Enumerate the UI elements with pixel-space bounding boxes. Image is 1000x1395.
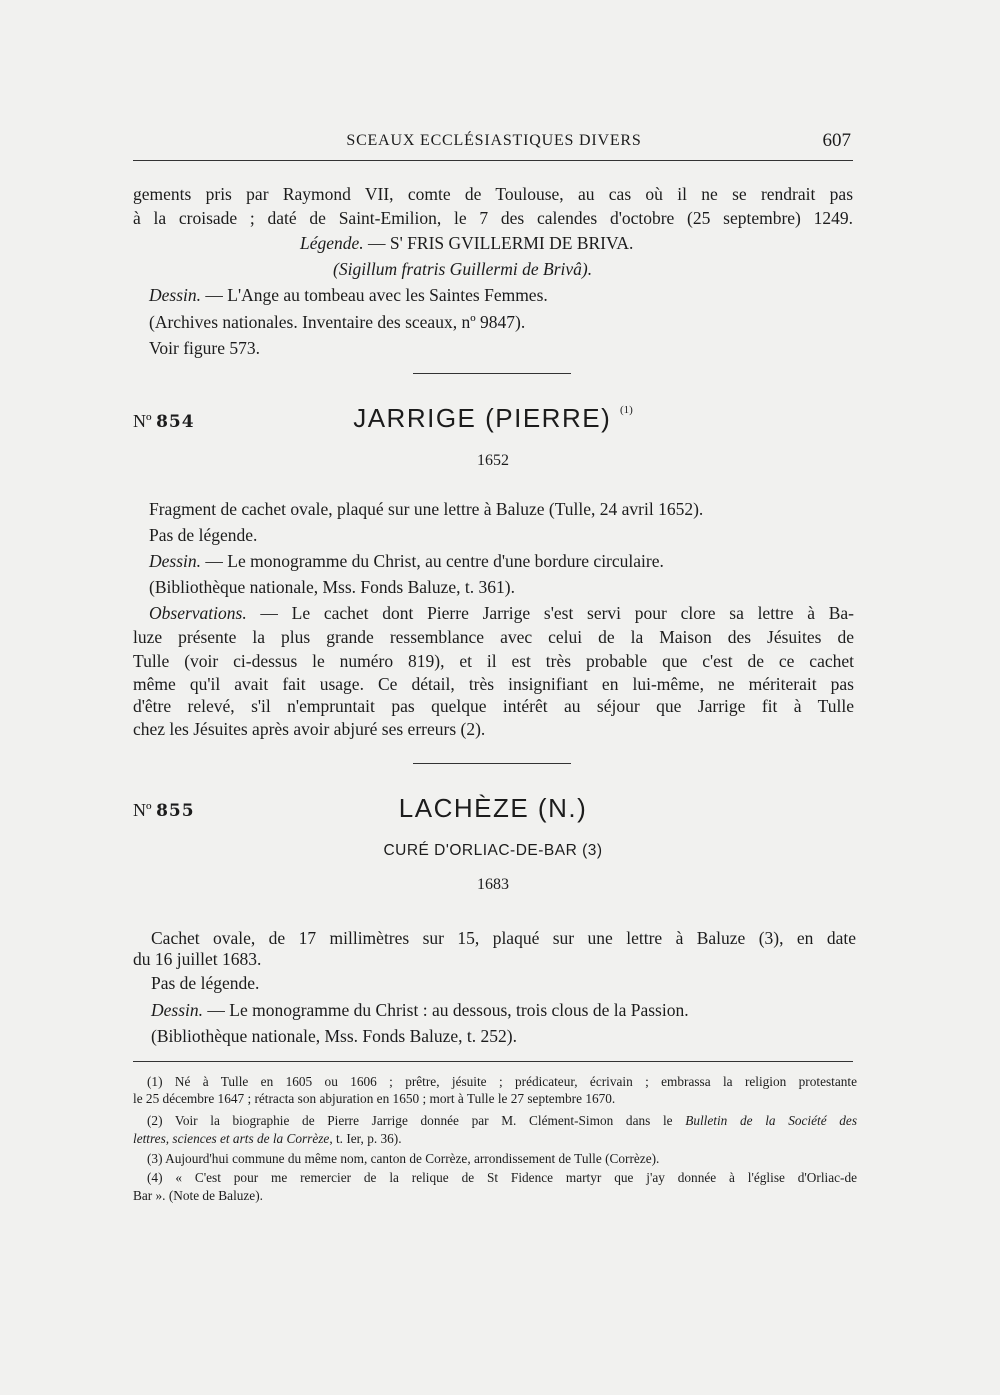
entry-year: 1652	[477, 452, 509, 469]
dessin-text: — Le monogramme du Christ, au centre d'une bordure circulaire.	[201, 551, 664, 571]
entry-source: (Bibliothèque nationale, Mss. Fonds Baluze, t. 252).	[151, 1026, 517, 1046]
carryover-legend	[300, 230, 633, 256]
entry-subtitle: CURÉ D'ORLIAC-DE-BAR (3)	[383, 842, 603, 859]
description-line: Pas de légende.	[151, 973, 260, 993]
observations-line: chez les Jésuites après avoir abjuré ses erreurs (2).	[133, 719, 486, 739]
running-title: SCEAUX ECCLÉSIASTIQUES DIVERS	[346, 132, 642, 149]
footnote-4-cont: Bar ». (Note de Baluze).	[133, 1188, 263, 1203]
observations-line: d'être relevé, s'il n'empruntait pas quelque intérêt au séjour que Jarrige fit à Tulle	[133, 696, 854, 716]
observations-first-line	[149, 600, 854, 626]
legend-text: — S' FRIS GVILLERMI DE BRIVA.	[363, 233, 634, 253]
footnote-4: (4) « C'est pour me remercier de la relique de St Fidence martyr que j'ay donnée à l'église d'Orliac-de	[147, 1170, 857, 1185]
observations-line: Tulle (voir ci-dessus le numéro 819), et il est très probable que c'est de ce cachet	[133, 651, 854, 671]
entry-year: 1683	[477, 876, 509, 893]
observations-line: luze présente la plus grande ressemblance avec celui de la Maison des Jésuites de	[133, 627, 854, 647]
footnote-2-text: (2) Voir la biographie de Pierre Jarrige donnée par M. Clément-Simon dans le	[147, 1113, 686, 1128]
observations-text: — Le cachet dont Pierre Jarrige s'est servi pour clore sa lettre à Ba-	[246, 603, 854, 623]
observations-line: même qu'il avait fait usage. Ce détail, très insignifiant en lui-même, ne mériterait pas	[133, 674, 854, 694]
carryover-dessin	[149, 282, 548, 308]
legend-translation: (Sigillum fratris Guillermi de Brivâ).	[333, 259, 593, 279]
footnote-2	[147, 1111, 857, 1130]
dessin-text: — Le monogramme du Christ : au dessous, trois clous de la Passion.	[203, 1000, 689, 1020]
entry-title-text: JARRIGE (PIERRE)	[353, 403, 612, 433]
description-line: du 16 juillet 1683.	[133, 949, 262, 969]
entry-number-prefix: Nº	[133, 800, 157, 820]
footnote-2-journal: Bulletin de la Société des	[685, 1113, 857, 1128]
carryover-archives: (Archives nationales. Inventaire des sceaux, nº 9847).	[149, 312, 526, 332]
footnote-3: (3) Aujourd'hui commune du même nom, canton de Corrèze, arrondissement de Tulle (Corrèze).	[147, 1151, 660, 1166]
section-separator	[413, 373, 571, 374]
footnote-2-cont	[133, 1129, 402, 1148]
dessin-label: Dessin.	[149, 551, 202, 571]
footnote-2-journal-cont: lettres, sciences et arts de la Corrèze	[133, 1131, 330, 1146]
description-line: Pas de légende.	[149, 525, 258, 545]
dessin-label: Dessin.	[151, 1000, 204, 1020]
dessin-text: — L'Ange au tombeau avec les Saintes Femmes.	[201, 285, 548, 305]
description-line: Fragment de cachet ovale, plaqué sur une lettre à Baluze (Tulle, 24 avril 1652).	[149, 499, 704, 519]
legend-label: Légende.	[300, 233, 364, 253]
section-separator	[413, 763, 571, 764]
footnote-ref: (1)	[619, 404, 633, 416]
carryover-line-1: gements pris par Raymond VII, comte de Toulouse, au cas où il ne se rendrait pas	[133, 184, 853, 204]
description-line: Cachet ovale, de 17 millimètres sur 15, plaqué sur une lettre à Baluze (3), en date	[151, 928, 856, 948]
dessin-label: Dessin.	[149, 285, 202, 305]
entry-number-value: 854	[156, 412, 195, 432]
page-number: 607	[822, 130, 851, 151]
header-rule	[133, 160, 853, 161]
running-header	[133, 128, 855, 158]
entry-dessin	[149, 548, 664, 574]
footnote-1-cont: le 25 décembre 1647 ; rétracta son abjuration en 1650 ; mort à Tulle le 27 septembre 1670.	[133, 1091, 616, 1106]
entry-dessin	[151, 997, 689, 1023]
entry-number-prefix: Nº	[133, 411, 157, 431]
entry-number-value: 855	[156, 801, 195, 821]
observations-label: Observations.	[149, 603, 247, 623]
carryover-line-2: à la croisade ; daté de Saint-Emilion, le 7 des calendes d'octobre (25 septembre) 1249.	[133, 208, 853, 228]
carryover-figure: Voir figure 573.	[149, 338, 260, 358]
entry-source: (Bibliothèque nationale, Mss. Fonds Baluze, t. 361).	[149, 577, 515, 597]
footnote-1: (1) Né à Tulle en 1605 ou 1606 ; prêtre, jésuite ; prédicateur, écrivain ; embrassa la religion protestante	[147, 1074, 857, 1089]
footnote-rule	[133, 1061, 853, 1062]
entry-title: LACHÈZE (N.)	[398, 793, 588, 823]
entry-title	[133, 403, 853, 434]
footnote-2-text-cont: , t. Ier, p. 36).	[329, 1131, 402, 1146]
